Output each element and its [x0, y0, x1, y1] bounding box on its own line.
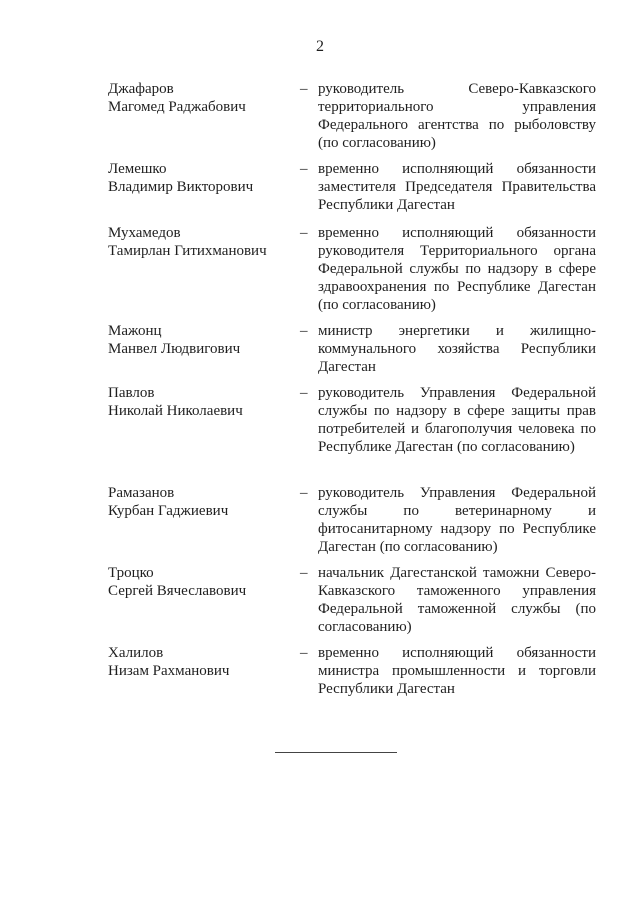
member-role: временно исполняющий обязанности руководителя Территориального органа Федеральной службы по надзору в сфере здравоохранения по Республике Дагестан (по согласованию)	[318, 225, 596, 313]
member-role: руководитель Управления Федеральной службы по надзору в сфере защиты прав потребителей и благополучия человека по Республике Дагестан (по согласованию)	[318, 385, 596, 455]
dash-separator: –	[300, 323, 308, 339]
member-surname: Павлов	[108, 385, 155, 401]
member-given-name: Николай Николаевич	[108, 403, 243, 419]
dash-separator: –	[300, 161, 308, 177]
member-name	[108, 484, 288, 520]
member-surname: Рамазанов	[108, 485, 175, 501]
member-surname: Мажонц	[108, 323, 162, 339]
member-name	[108, 160, 288, 196]
member-name	[108, 322, 288, 358]
member-given-name: Манвел Людвигович	[108, 341, 241, 357]
member-name	[108, 564, 288, 600]
member-name	[108, 644, 288, 680]
member-role: руководитель Северо-Кавказского территориального управления Федерального агентства по рыболовству (по согласованию)	[318, 81, 596, 151]
member-given-name: Курбан Гаджиевич	[108, 503, 229, 519]
member-given-name: Магомед Раджабович	[108, 99, 246, 115]
member-surname: Троцко	[108, 565, 154, 581]
member-role: временно исполняющий обязанности заместителя Председателя Правительства Республики Дагестан	[318, 161, 596, 213]
member-role: министр энергетики и жилищно-коммунального хозяйства Республики Дагестан	[318, 323, 596, 375]
member-given-name: Сергей Вячеславович	[108, 583, 247, 599]
dash-separator: –	[300, 485, 308, 501]
dash-separator: –	[300, 565, 308, 581]
page-number: 2	[316, 38, 324, 55]
member-name	[108, 224, 288, 260]
member-given-name: Владимир Викторович	[108, 179, 254, 195]
member-name	[108, 80, 288, 116]
closing-rule	[275, 752, 397, 753]
member-surname: Халилов	[108, 645, 164, 661]
member-surname: Мухамедов	[108, 225, 181, 241]
member-role: руководитель Управления Федеральной службы по ветеринарному и фитосанитарному надзору по Республике Дагестан (по согласованию)	[318, 485, 596, 555]
member-given-name: Тамирлан Гитихманович	[108, 243, 267, 259]
member-name	[108, 384, 288, 420]
dash-separator: –	[300, 385, 308, 401]
member-given-name: Низам Рахманович	[108, 663, 230, 679]
dash-separator: –	[300, 645, 308, 661]
member-role: временно исполняющий обязанности министра промышленности и торговли Республики Дагестан	[318, 645, 596, 697]
dash-separator: –	[300, 225, 308, 241]
member-surname: Лемешко	[108, 161, 167, 177]
dash-separator: –	[300, 81, 308, 97]
member-role: начальник Дагестанской таможни Северо-Кавказского таможенного управления Федеральной таможенной службы (по согласованию)	[318, 565, 596, 635]
member-surname: Джафаров	[108, 81, 174, 97]
